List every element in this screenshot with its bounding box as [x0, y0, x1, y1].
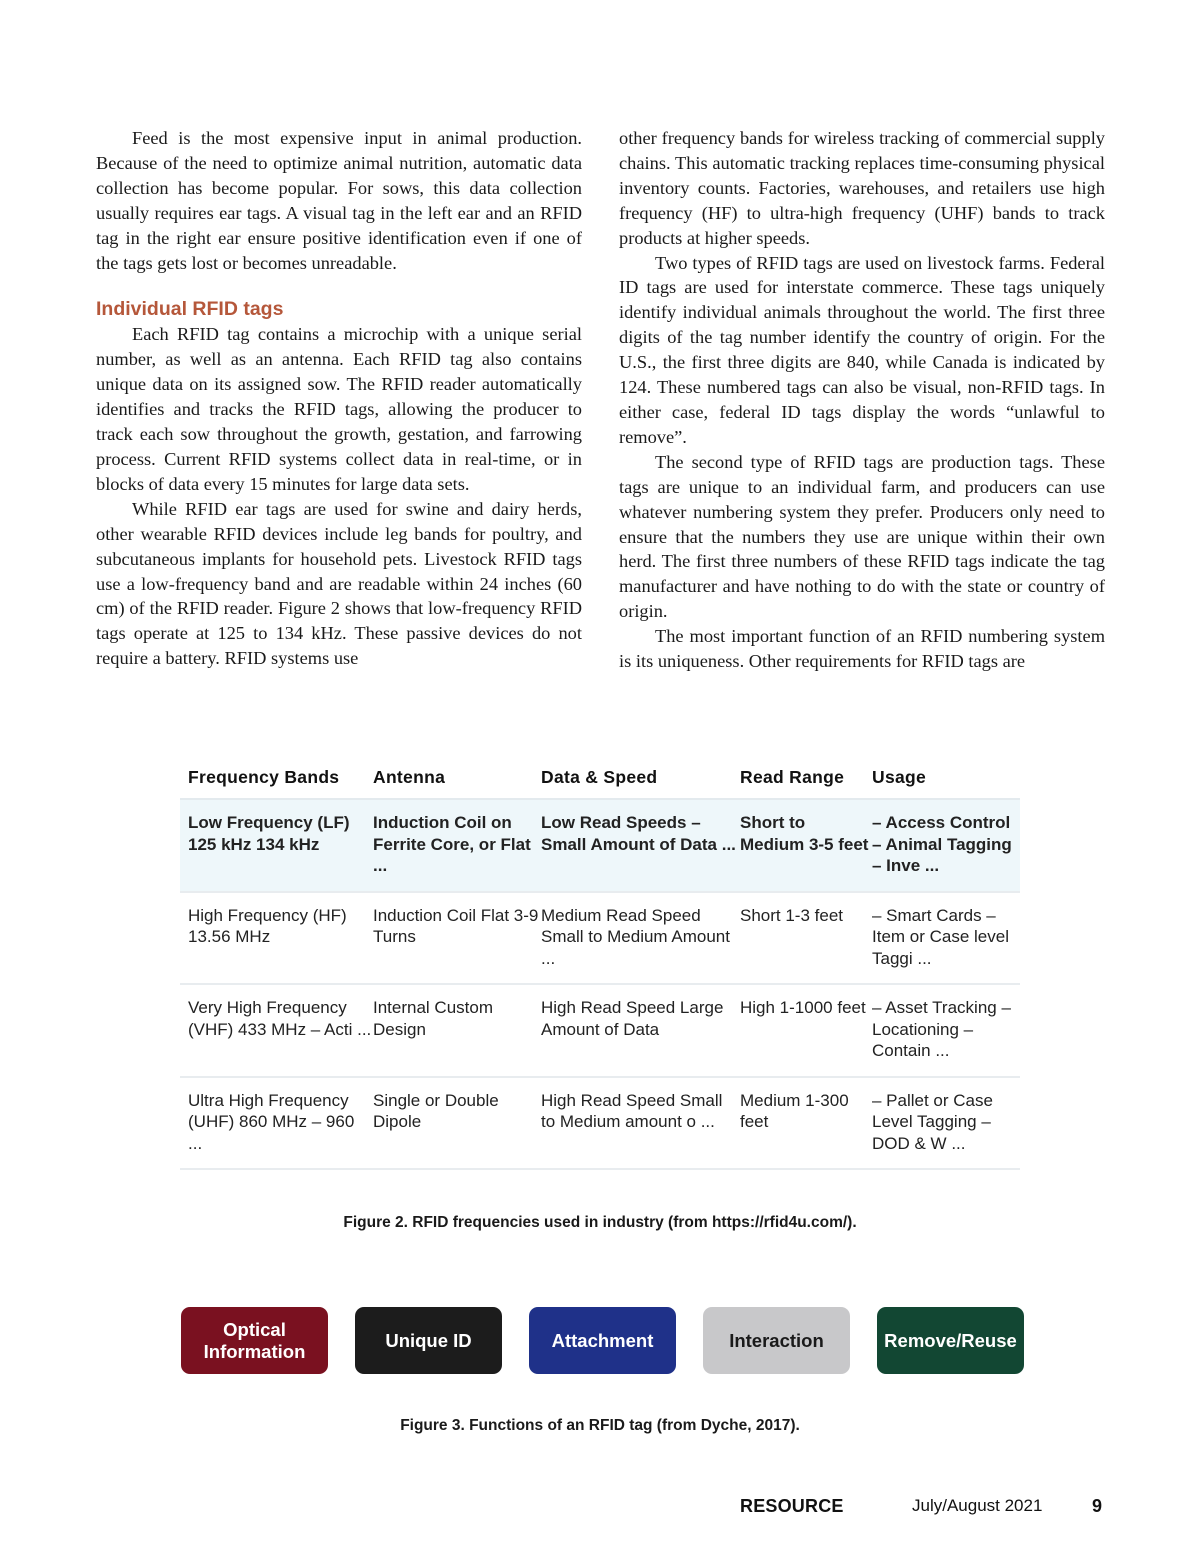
rfid-functions-diagram	[181, 1307, 1024, 1374]
section-heading: Individual RFID tags	[96, 298, 284, 321]
function-attachment: Attachment	[529, 1307, 676, 1374]
table-cell: Single or Double Dipole	[373, 1090, 499, 1131]
table-cell: Low Read Speeds – Small Amount of Data ...	[541, 813, 736, 854]
paragraph: Feed is the most expensive input in animal production. Because of the need to optimize animal nutrition, automatic data collection has become popular. For sows, this data collection usually requires ear tags. A visual tag in the left ear and an RFID tag in the right ear ensure positive identification even if one of the tags gets lost or becomes unreadable.	[96, 128, 582, 273]
table-row	[180, 893, 1020, 986]
table-cell: Ultra High Frequency (UHF) 860 MHz – 960 ...	[188, 1090, 355, 1153]
article-body	[96, 126, 1105, 674]
table-cell: – Access Control – Animal Tagging – Inve ...	[872, 813, 1012, 875]
table-cell: Medium 1-300 feet	[740, 1090, 849, 1131]
function-interaction: Interaction	[703, 1307, 850, 1374]
paragraph: The most important function of an RFID numbering system is its uniqueness. Other requirements for RFID tags are	[619, 626, 1105, 672]
table-cell: – Pallet or Case Level Tagging – DOD & W ...	[872, 1090, 993, 1153]
header-read-range: Read Range	[740, 766, 845, 787]
header-data-speed: Data & Speed	[541, 766, 658, 787]
table-cell: Short 1-3 feet	[740, 905, 844, 925]
table-cell: Short to Medium 3-5 feet	[740, 813, 869, 854]
table-cell: High 1-1000 feet	[740, 998, 866, 1017]
figure-2-caption: Figure 2. RFID frequencies used in industry (from https://rfid4u.com/).	[343, 1214, 857, 1231]
page-number: 9	[1092, 1496, 1103, 1516]
table-cell: Medium Read Speed Small to Medium Amount ...	[541, 905, 730, 968]
table-row	[180, 985, 1020, 1078]
publication-name: RESOURCE	[740, 1496, 844, 1516]
table-cell: High Read Speed Small to Medium amount o ...	[541, 1090, 723, 1131]
table-header	[180, 756, 1020, 798]
left-column	[96, 126, 582, 674]
function-remove-reuse: Remove/Reuse	[877, 1307, 1024, 1374]
function-unique-id: Unique ID	[355, 1307, 502, 1374]
table-cell: Very High Frequency (VHF) 433 MHz – Acti ...	[188, 998, 372, 1039]
table-cell: Internal Custom Design	[373, 998, 493, 1039]
paragraph: The second type of RFID tags are production tags. These tags are unique to an individual farm, and producers can use whatever numbering system they prefer. Producers only need to ensure that the numbers they use are unique within their own herd. The first three numbers of these RFID tags indicate the tag manufacturer and have nothing to do with the state or country of origin.	[619, 451, 1105, 622]
table-row	[180, 1078, 1020, 1171]
table-cell: – Asset Tracking – Locationing – Contain ...	[872, 998, 1011, 1060]
header-frequency-bands: Frequency Bands	[188, 766, 340, 787]
table-cell: Induction Coil Flat 3-9 Turns	[373, 905, 539, 946]
figure-3-caption: Figure 3. Functions of an RFID tag (from Dyche, 2017).	[400, 1417, 800, 1434]
table-cell: – Smart Cards – Item or Case level Taggi ...	[872, 905, 1009, 968]
header-usage: Usage	[872, 766, 927, 787]
paragraph: Two types of RFID tags are used on livestock farms. Federal ID tags are used for interstate commerce. These tags uniquely identify individual animals throughout the world. The first three digits of the tag number identify the country of origin. For the U.S., the first three digits are 840, while Canada is indicated by 124. These numbered tags can also be visual, non-RFID tags. In either case, federal ID tags display the words “unlawful to remove”.	[619, 252, 1105, 447]
table-row	[180, 798, 1020, 893]
table-cell: Induction Coil on Ferrite Core, or Flat ...	[373, 813, 531, 875]
issue-date: July/August 2021	[912, 1496, 1043, 1515]
right-column	[619, 126, 1105, 674]
rfid-frequency-table	[180, 756, 1020, 1170]
table-cell: Low Frequency (LF) 125 kHz 134 kHz	[188, 813, 350, 854]
header-antenna: Antenna	[373, 766, 446, 787]
paragraph: other frequency bands for wireless tracking of commercial supply chains. This automatic tracking replaces time-consuming physical inventory counts. Factories, warehouses, and retailers use high frequency (HF) to ultra-high frequency (UHF) bands to track products at higher speeds.	[619, 128, 1105, 248]
table-cell: High Read Speed Large Amount of Data	[541, 998, 724, 1039]
function-optical-information: Optical Information	[181, 1307, 328, 1374]
paragraph: Each RFID tag contains a microchip with a unique serial number, as well as an antenna. Each RFID tag also contains unique data on its assigned sow. The RFID reader automatically identifies and tracks the RFID tags, allowing the producer to track each sow throughout the growth, gestation, and farrowing process. Current RFID systems collect data in real-time, or in blocks of data every 15 minutes for large data sets.	[96, 324, 582, 494]
table-cell: High Frequency (HF) 13.56 MHz	[188, 905, 347, 946]
paragraph: While RFID ear tags are used for swine and dairy herds, other wearable RFID devices include leg bands for poultry, and subcutaneous implants for household pets. Livestock RFID tags use a low-frequency band and are readable within 24 inches (60 cm) of the RFID reader. Figure 2 shows that low-frequency RFID tags operate at 125 to 134 kHz. These passive devices do not require a battery. RFID systems use	[96, 498, 582, 669]
